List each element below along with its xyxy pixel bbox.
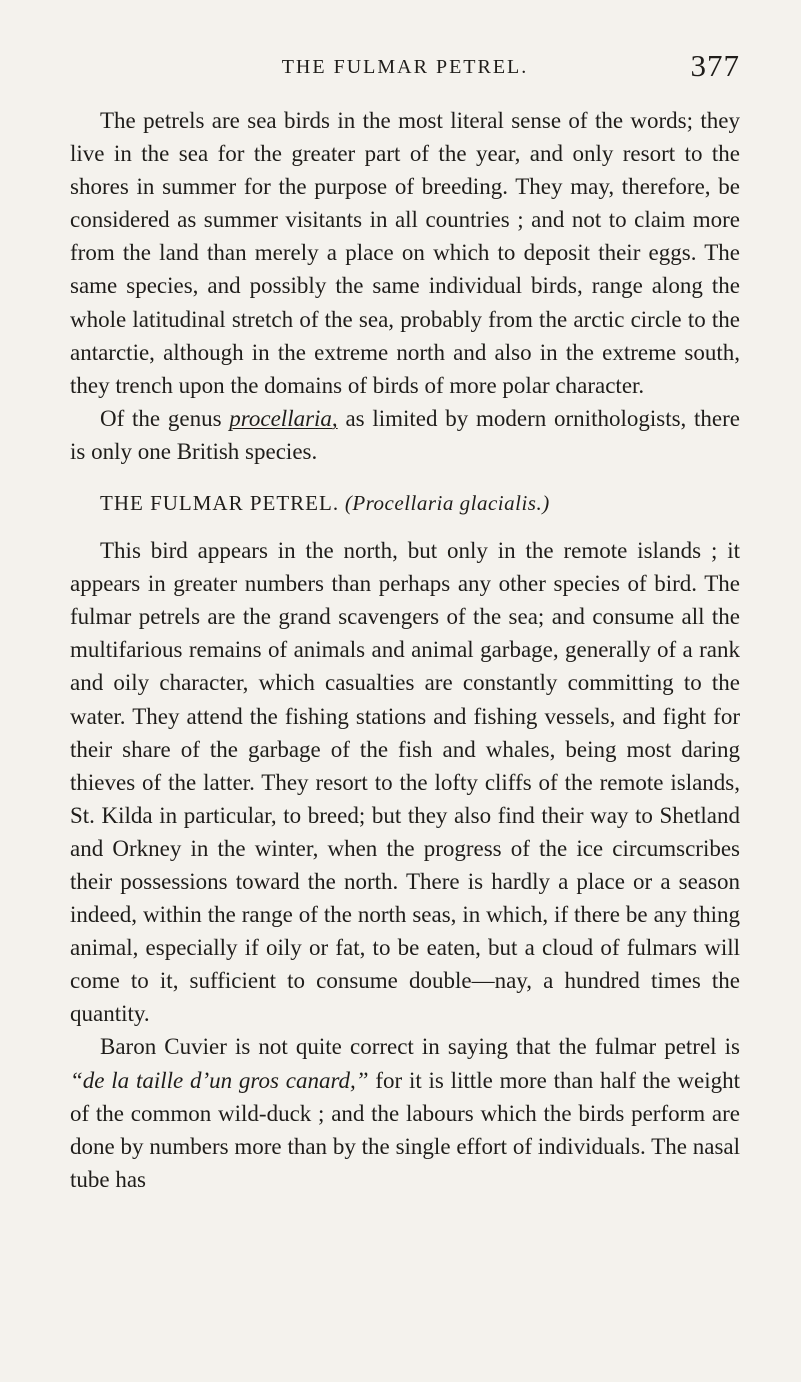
section-heading-latin: (Procellaria glacialis.) — [344, 491, 550, 516]
cuvier-text-before: Baron Cuvier is not quite correct in saying that the fulmar petrel is — [100, 1034, 740, 1060]
section-heading — [70, 488, 740, 518]
paragraph-fulmar-description: This bird appears in the north, but only in the remote islands ; it appears in greater numbers than perhaps any other species of bird. The fulmar petrels are the grand scavengers of the sea; and consume all the multifarious remains of animals and animal garbage, generally of a rank and oily character, which casualties are constantly committing to the water. They attend the fishing stations and fishing vessels, and fight for their share of the garbage of the fish and whales, being most daring thieves of the latter. They resort to the lofty cliffs of the remote islands, St. Kilda in particular, to breed; but they also find their way to Shetland and Orkney in the winter, when the progress of the ice circumscribes their possessions toward the north. There is hardly a place or a season indeed, within the range of the north seas, in which, if there be any thing animal, especially if oily or fat, to be eaten, but a cloud of fulmars will come to it, sufficient to consume double—nay, a hundred times the quantity. — [70, 538, 740, 1027]
cuvier-text-after: for it is little more than half the weight of the common wild-duck ; and the labours which the birds perform are done by numbers more than by the single effort of individuals. The nasal tube has — [70, 1067, 740, 1192]
page-body — [70, 104, 740, 1196]
genus-text-before: Of the genus — [100, 405, 230, 431]
running-title: THE FULMAR PETREL. — [281, 56, 529, 78]
page-number: 377 — [690, 48, 740, 83]
cuvier-quote: “de la taille d’un gros canard,” — [70, 1067, 369, 1093]
page-header — [70, 48, 740, 88]
paragraph-genus — [70, 402, 740, 468]
paragraph-cuvier — [70, 1030, 740, 1195]
genus-text-after: as limited by modern ornithologists, there is only one British species. — [70, 405, 741, 464]
section-heading-name: THE FULMAR PETREL. — [100, 491, 340, 516]
genus-name: procellaria, — [229, 405, 338, 431]
paragraph-petrels-intro: The petrels are sea birds in the most literal sense of the words; they live in the sea for the greater part of the year, and only resort to the shores in summer for the purpose of breeding. They may, therefore, be considered as summer visitants in all countries ; and not to claim more from the land than merely a place on which to deposit their eggs. The same species, and possibly the same individual birds, range along the whole latitudinal stretch of the sea, probably from the arctic circle to the antarctie, although in the extreme north and also in the extreme south, they trench upon the domains of birds of more polar character. — [70, 108, 740, 398]
